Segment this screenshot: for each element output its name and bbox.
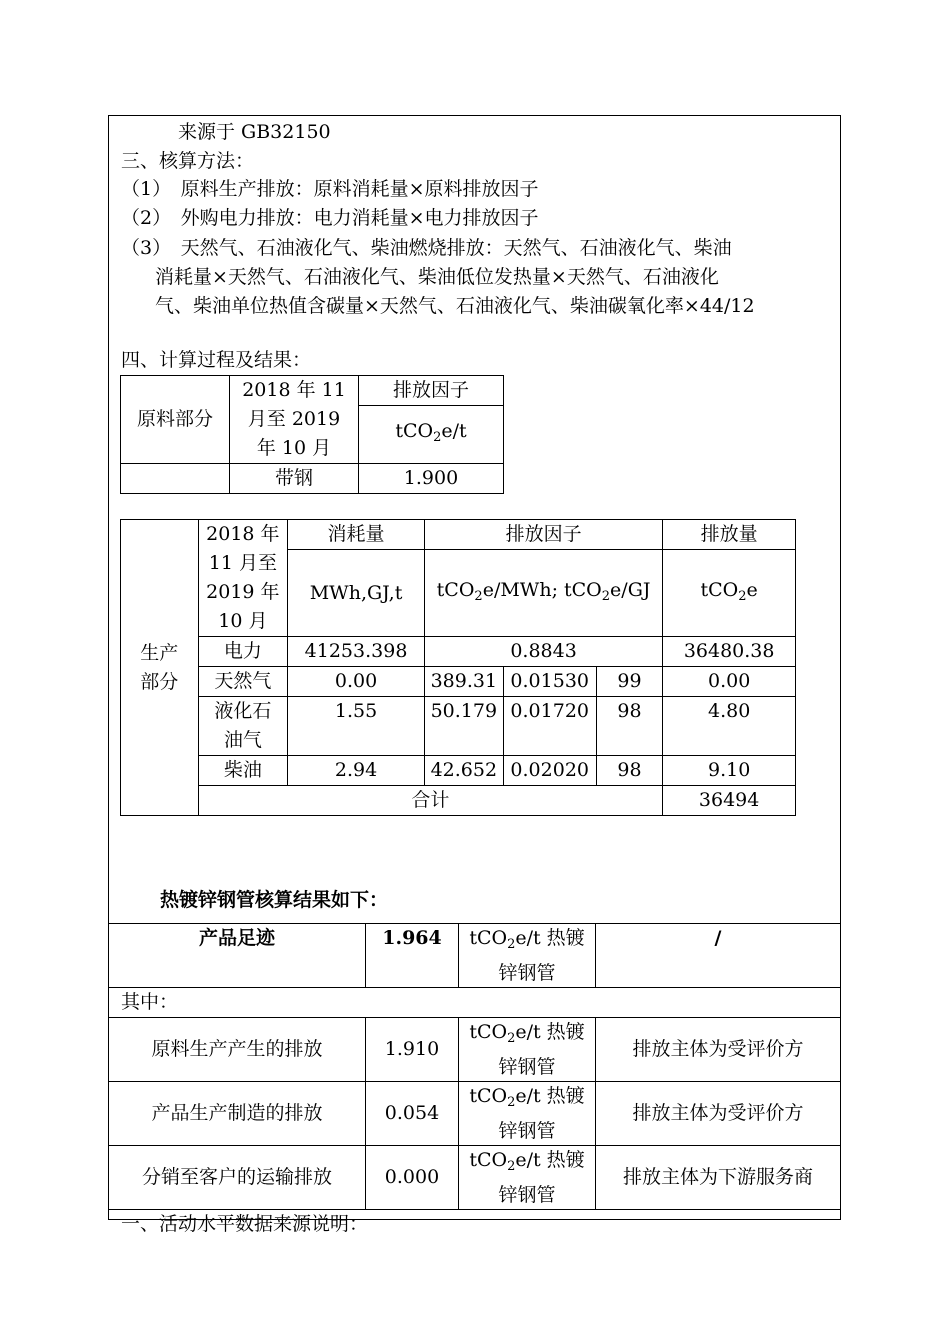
result-table xyxy=(109,923,840,1239)
prod-period: 2018 年 11 月至 2019 年 10 月 xyxy=(198,520,288,637)
raw-empty-cell xyxy=(121,464,230,494)
activity-title: 一、活动水平数据来源说明： xyxy=(109,1210,840,1240)
prod-section-label: 生产 部分 xyxy=(121,520,199,816)
prod-u-consumption: MWh,GJ,t xyxy=(288,550,425,637)
raw-section-label: 原料部分 xyxy=(121,376,230,464)
calc-title: 四、计算过程及结果： xyxy=(121,349,312,371)
table-total-row: 合计 36494 xyxy=(121,786,796,816)
table-row: 电力 41253.398 0.8843 36480.38 xyxy=(121,637,796,667)
table-row: 液化石 油气 1.55 50.179 0.01720 98 4.80 xyxy=(121,697,796,756)
prod-u-emission: tCO$_2$e xyxy=(663,550,796,637)
method-3-line-2: 消耗量×天然气、石油液化气、柴油低位发热量×天然气、石油液化 xyxy=(155,266,719,288)
result-heading: 热镀锌钢管核算结果如下： xyxy=(160,889,389,911)
table-row: 分销至客户的运输排放 0.000 tCO$_2$e/t 热镀 锌钢管 排放主体为下游服务商 xyxy=(109,1146,840,1210)
table-row: 柴油 2.94 42.652 0.02020 98 9.10 xyxy=(121,756,796,786)
prod-h-consumption: 消耗量 xyxy=(288,520,425,550)
table-row: 产品生产制造的排放 0.054 tCO$_2$e/t 热镀 锌钢管 排放主体为受评价方 xyxy=(109,1082,840,1146)
among-label: 其中： xyxy=(109,988,840,1018)
method-2: （2） 外购电力排放：电力消耗量×电力排放因子 xyxy=(121,207,539,229)
method-title: 三、核算方法： xyxy=(121,150,255,172)
raw-factor-unit: tCO$_2$e/t xyxy=(359,406,504,464)
raw-factor-header: 排放因子 xyxy=(359,376,504,406)
raw-item-name: 带钢 xyxy=(230,464,359,494)
raw-period: 2018 年 11 月至 2019 年 10 月 xyxy=(230,376,359,464)
prod-h-emission: 排放量 xyxy=(663,520,796,550)
raw-item-value: 1.900 xyxy=(359,464,504,494)
source-line: 来源于 GB32150 xyxy=(178,121,331,143)
prod-u-factor: tCO$_2$e/MWh; tCO$_2$e/GJ xyxy=(424,550,662,637)
footprint-unit: tCO$_2$e/t 热镀 锌钢管 xyxy=(459,924,596,988)
raw-material-table xyxy=(120,375,504,494)
footprint-value: 1.964 xyxy=(366,924,459,988)
table-row: 天然气 0.00 389.31 0.01530 99 0.00 xyxy=(121,667,796,697)
prod-h-factor: 排放因子 xyxy=(424,520,662,550)
method-1: （1） 原料生产排放：原料消耗量×原料排放因子 xyxy=(121,178,539,200)
production-table xyxy=(120,519,796,816)
footprint-note: / xyxy=(596,924,841,988)
footprint-label: 产品足迹 xyxy=(109,924,366,988)
table-row: 原料生产产生的排放 1.910 tCO$_2$e/t 热镀 锌钢管 排放主体为受评价方 xyxy=(109,1018,840,1082)
method-3-line-3: 气、柴油单位热值含碳量×天然气、石油液化气、柴油碳氧化率×44/12 xyxy=(155,295,755,317)
method-3-line-1: （3） 天然气、石油液化气、柴油燃烧排放：天然气、石油液化气、柴油 xyxy=(121,237,732,259)
